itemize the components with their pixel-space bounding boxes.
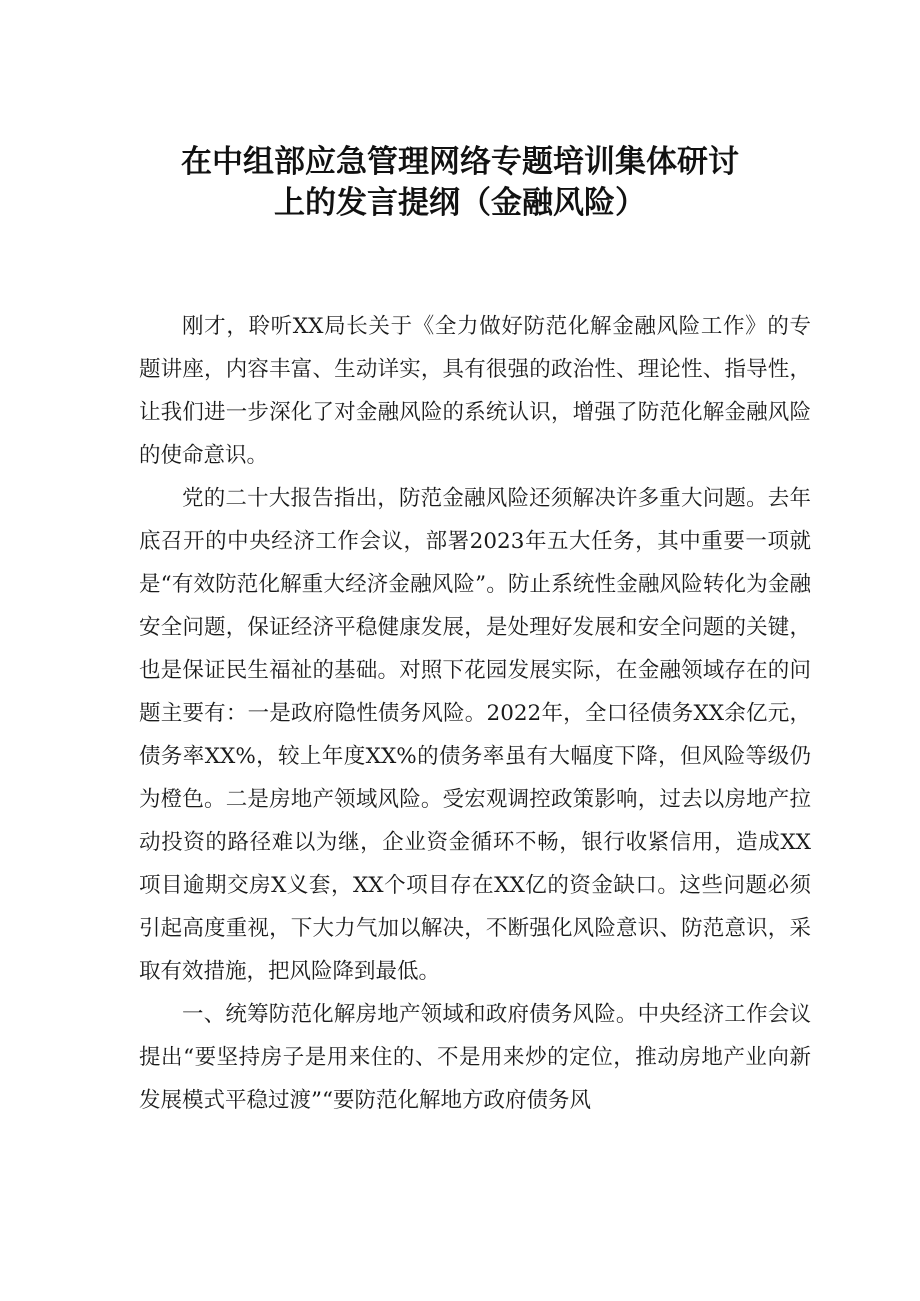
document-body [139, 305, 811, 1122]
paragraph-1: 刚才，聆听XX局长关于《全力做好防范化解金融风险工作》的专题讲座，内容丰富、生动详实，具有很强的政治性、理论性、指导性，让我们进一步深化了对金融风险的系统认识，增强了防范化解金融风险的使命意识。 [139, 314, 811, 468]
paragraph-3: 一、统筹防范化解房地产领域和政府债务风险。中央经济工作会议提出“要坚持房子是用来住的、不是用来炒的定位，推动房地产业向新发展模式平稳过渡”“要防范化解地方政府债务风 [139, 1002, 811, 1113]
paragraph-2: 党的二十大报告指出，防范金融风险还须解决许多重大问题。去年底召开的中央经济工作会议，部署2023年五大任务，其中重要一项就是“有效防范化解重大经济金融风险”。防止系统性金融风险转化为金融安全问题，保证经济平稳健康发展，是处理好发展和安全问题的关键，也是保证民生福祉的基础。对照下花园发展实际，在金融领域存在的问题主要有：一是政府隐性债务风险。2022年，全口径债务XX余亿元，债务率XX%，较上年度XX%的债务率虽有大幅度下降，但风险等级仍为橙色。二是房地产领域风险。受宏观调控政策影响，过去以房地产拉动投资的路径难以为继，企业资金循环不畅，银行收紧信用，造成XX项目逾期交房X义套，XX个项目存在XX亿的资金缺口。这些问题必须引起高度重视，下大力气加以解决，不断强化风险意识、防范意识，采取有效措施，把风险降到最低。 [139, 486, 811, 984]
document-title-line-1: 在中组部应急管理网络专题培训集体研讨 [181, 144, 739, 180]
document-title-line-2: 上的发言提纲（金融风险） [274, 185, 646, 221]
